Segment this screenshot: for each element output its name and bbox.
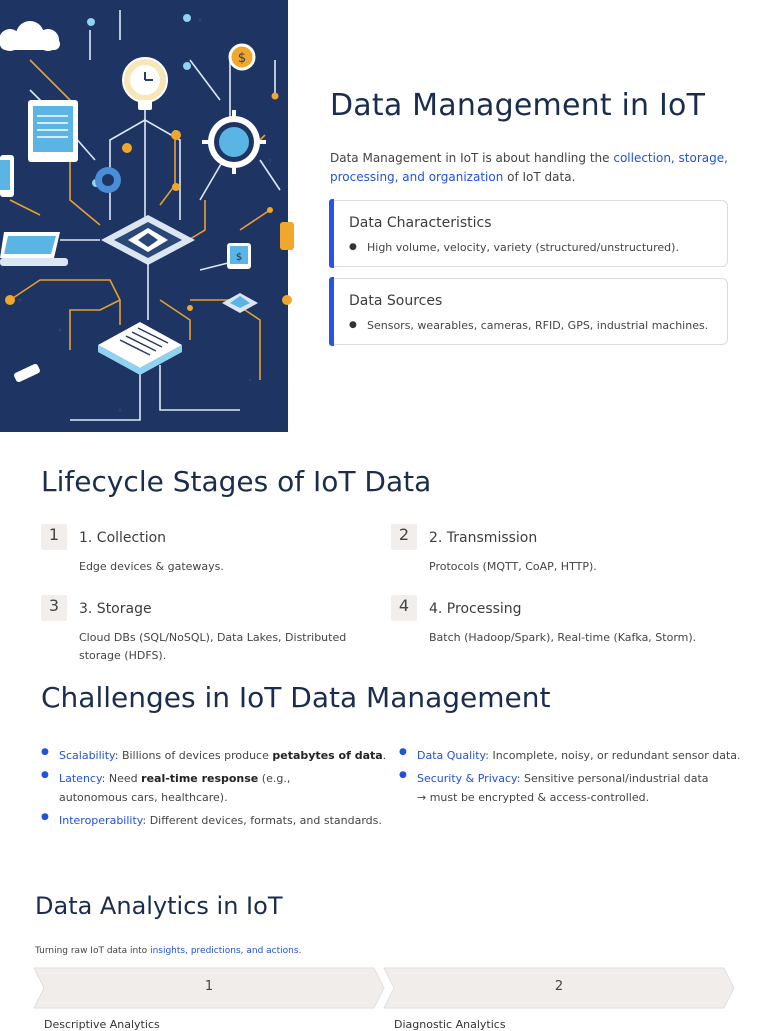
analytics-step-number: 1	[204, 979, 214, 994]
hero-content	[330, 88, 730, 345]
stage-description: Cloud DBs (SQL/NoSQL), Data Lakes, Distributed storage (HDFS).	[79, 631, 347, 662]
card-bullet-text: Sensors, wearables, cameras, RFID, GPS, industrial machines.	[367, 319, 709, 332]
challenge-text: Different devices, formats, and standards.	[146, 814, 382, 827]
bullet-icon: ●	[349, 320, 357, 330]
challenge-text-end: .	[382, 749, 387, 762]
challenge-text-line2: → must be encrypted & access-controlled.	[417, 791, 650, 804]
analytics-intro-end: .	[298, 946, 302, 956]
challenge-label: Scalability:	[59, 749, 119, 762]
analytics-step-label: Descriptive Analytics	[44, 1018, 160, 1031]
stage-number-badge: 4	[391, 595, 417, 621]
bullet-icon: ●	[41, 747, 49, 757]
stage-description: Edge devices & gateways.	[79, 560, 224, 573]
stage-title: 3. Storage	[79, 601, 152, 617]
challenge-latency	[41, 769, 399, 807]
challenges-heading: Challenges in IoT Data Management	[41, 681, 551, 714]
lifecycle-heading: Lifecycle Stages of IoT Data	[41, 465, 432, 498]
challenge-data-quality	[399, 746, 767, 765]
challenge-emphasis: petabytes of data	[272, 749, 383, 762]
card-title: Data Sources	[349, 293, 443, 309]
card-bullet	[349, 241, 717, 254]
svg-text:$: $	[235, 252, 243, 263]
analytics-heading: Data Analytics in IoT	[35, 892, 283, 920]
challenge-emphasis: real-time response	[141, 772, 259, 785]
analytics-step-number: 2	[554, 979, 564, 994]
page-title: Data Management in IoT	[330, 88, 706, 123]
challenge-label: Security & Privacy:	[417, 772, 521, 785]
challenge-text-line2: autonomous cars, healthcare).	[59, 791, 228, 804]
analytics-intro-highlight: insights, predictions, and actions	[150, 946, 299, 956]
challenge-label: Data Quality:	[417, 749, 489, 762]
challenge-label: Interoperability:	[59, 814, 147, 827]
analytics-intro-text: Turning raw IoT data into	[35, 946, 151, 956]
data-characteristics-card	[330, 200, 728, 267]
bullet-icon: ●	[349, 242, 357, 252]
challenge-text: Billions of devices produce	[118, 749, 273, 762]
intro-highlight-1: collection, storage,	[613, 151, 728, 165]
analytics-step-label: Diagnostic Analytics	[394, 1018, 506, 1031]
stage-title: 2. Transmission	[429, 530, 538, 546]
stage-title: 1. Collection	[79, 530, 167, 546]
card-title: Data Characteristics	[349, 215, 492, 231]
intro-text	[330, 149, 730, 187]
stage-description: Batch (Hadoop/Spark), Real-time (Kafka, Storm).	[429, 631, 697, 644]
stage-description: Protocols (MQTT, CoAP, HTTP).	[429, 560, 597, 573]
card-bullet-text: High volume, velocity, variety (structured/unstructured).	[367, 241, 679, 254]
bullet-icon: ●	[41, 770, 49, 780]
challenge-security-privacy	[399, 769, 757, 807]
challenge-interoperability	[41, 811, 409, 830]
svg-text:$: $	[237, 51, 247, 66]
data-sources-card	[330, 278, 728, 345]
stage-number-badge: 3	[41, 595, 67, 621]
challenge-text: Incomplete, noisy, or redundant sensor data.	[488, 749, 741, 762]
bullet-icon: ●	[41, 812, 49, 822]
card-bullet	[349, 319, 717, 332]
challenge-text: Sensitive personal/industrial data	[520, 772, 709, 785]
iot-network-illustration	[0, 0, 288, 432]
challenge-text: Need	[105, 772, 142, 785]
intro-text-pre: Data Management in IoT is about handling the	[330, 151, 614, 165]
stage-number-badge: 2	[391, 524, 417, 550]
challenge-label: Latency:	[59, 772, 106, 785]
stage-number-badge: 1	[41, 524, 67, 550]
bullet-icon: ●	[399, 747, 407, 757]
challenge-scalability	[41, 746, 409, 765]
intro-highlight-2: processing, and organization	[330, 170, 504, 184]
intro-text-post: of IoT data.	[503, 170, 576, 184]
analytics-intro	[35, 946, 301, 956]
challenge-text-end: (e.g.,	[258, 772, 291, 785]
bullet-icon: ●	[399, 770, 407, 780]
stage-title: 4. Processing	[429, 601, 522, 617]
